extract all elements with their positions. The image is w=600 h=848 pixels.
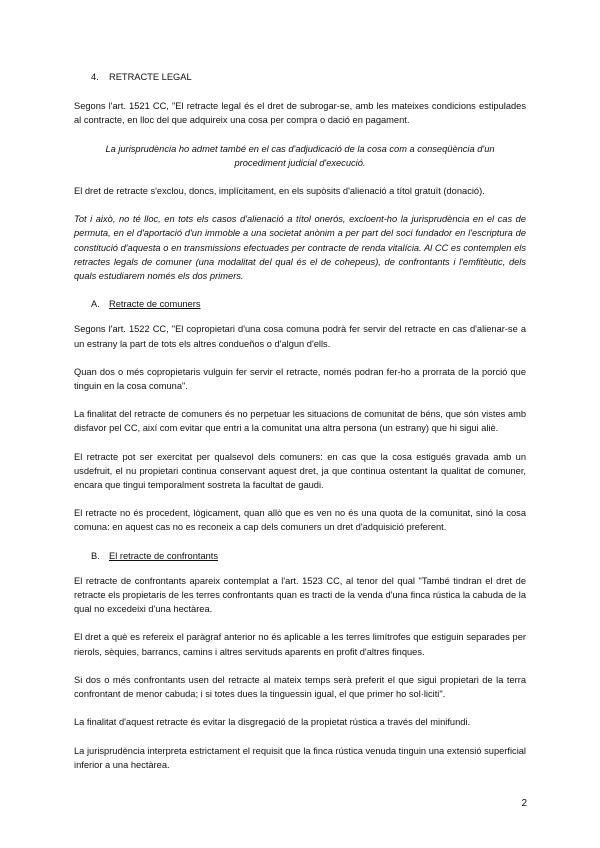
paragraph-exclusion: El dret de retracte s'exclou, doncs, implícitament, en els supòsits d'alienació a títol gratuït (donació). <box>74 186 485 197</box>
subsection-a-title: Retracte de comuners <box>109 299 201 310</box>
paragraph: Si dos o més confrontants usen del retracte al mateix temps serà preferit el que sigui propietari de la terra confrontant de menor cabuda; i si totes dues la tinguessin igual, el que primer ho sol·liciti". <box>74 674 526 700</box>
section-heading-number: 4. <box>91 72 99 82</box>
subsection-a-heading <box>91 297 526 311</box>
paragraph: La finalitat del retracte de comuners és no perpetuar les situacions de comunitat de béns, que són vistes amb disfavor pel CC, així com evitar que entri a la comunitat una altra persona (un estrany) que hi sigui aliè. <box>74 409 526 434</box>
subsection-b-number: B. <box>91 550 100 561</box>
paragraph: La jurisprudència interpreta estrictament el requisit que la finca rústica venuda tinguin una extensió superficial inferior a una hectàrea. <box>74 745 526 770</box>
subsection-b-heading <box>91 549 526 563</box>
paragraph: El retracte de confrontants apareix contemplat a l'art. 1523 CC, al tenor del qual "També tindran el dret de retracte els propietaris de les terres confrontants quan es tracti de la venda d'una finca rústica la cabuda de la qual no excedeixi d'una hectàrea. <box>74 575 526 615</box>
paragraph: Quan dos o més copropietaris vulguin fer servir el retracte, només podran fer-ho a prorrata de la porció que tinguin en la cosa comuna". <box>74 366 526 392</box>
paragraph-art-1521: Segons l'art. 1521 CC, "El retracte legal és el dret de subrogar-se, amb les mateixes condicions estipulades al contracte, en lloc del que adquireix una cosa per compra o dació en pagament. <box>74 101 526 126</box>
italic-block-onerous: Tot i això, no té lloc, en tots els casos d'alienació a títol onerós, excloent-ho la jurisprudència en el cas de permuta, en el d'aportació d'un immoble a una societat anònim a per part del soci fundador en l'escriptura de constitució d'aquesta o en transmissions efectuades per contracte de renda vitalícia. Al CC es contemplen els retractes legals de comuner (una modalitat del qual és el de coheреus), de confrontants i l'emfitèutic, dels quals estudiarem només els dos primers. <box>74 214 526 282</box>
page-number: 2 <box>521 798 527 809</box>
paragraph: El retracte pot ser exercitat per qualsevol dels comuners: en cas que la cosa estigués gravada amb un usdefruit, el nu propietari continua conservant aquest dret, ja que continua ostentant la qualitat de comuner, encara que tingui temporalment sostreta la facultat de gaudi. <box>74 451 526 491</box>
page-content <box>74 70 526 786</box>
subsection-b-title: El retracte de confrontants <box>109 550 219 561</box>
paragraph: El dret a què es refereix el paràgraf anterior no és aplicable a les terres limítrofes que estiguin separades per rierols, sèquies, barrancs, camins i altres servituds aparents en profit d'altres finques. <box>74 632 526 657</box>
subsection-a-number: A. <box>91 299 100 310</box>
section-heading-title: RETRACTE LEGAL <box>109 72 192 82</box>
paragraph: La finalitat d'aquest retracte és evitar la disgregació de la propietat rústica a través del minifundi. <box>74 717 471 728</box>
section-heading <box>91 70 526 84</box>
quote-jurisprudence: La jurisprudència ho admet també en el cas d'adjudicació de la cosa com a conseqüència d'un procediment judicial d'execució. <box>105 143 495 168</box>
paragraph: El retracte no és procedent, lògicament, quan allò que es ven no és una quota de la comunitat, sinó la cosa comuna: en aquest cas no es reconeix a cap dels comuners un dret d'adquisició preferent. <box>74 508 526 533</box>
paragraph: Segons l'art. 1522 CC, "El copropietari d'una cosa comuna podrà fer servir del retracte en cas d'alienar-se a un estrany la part de tots els altres condueños o d'algun d'ells. <box>74 324 526 349</box>
